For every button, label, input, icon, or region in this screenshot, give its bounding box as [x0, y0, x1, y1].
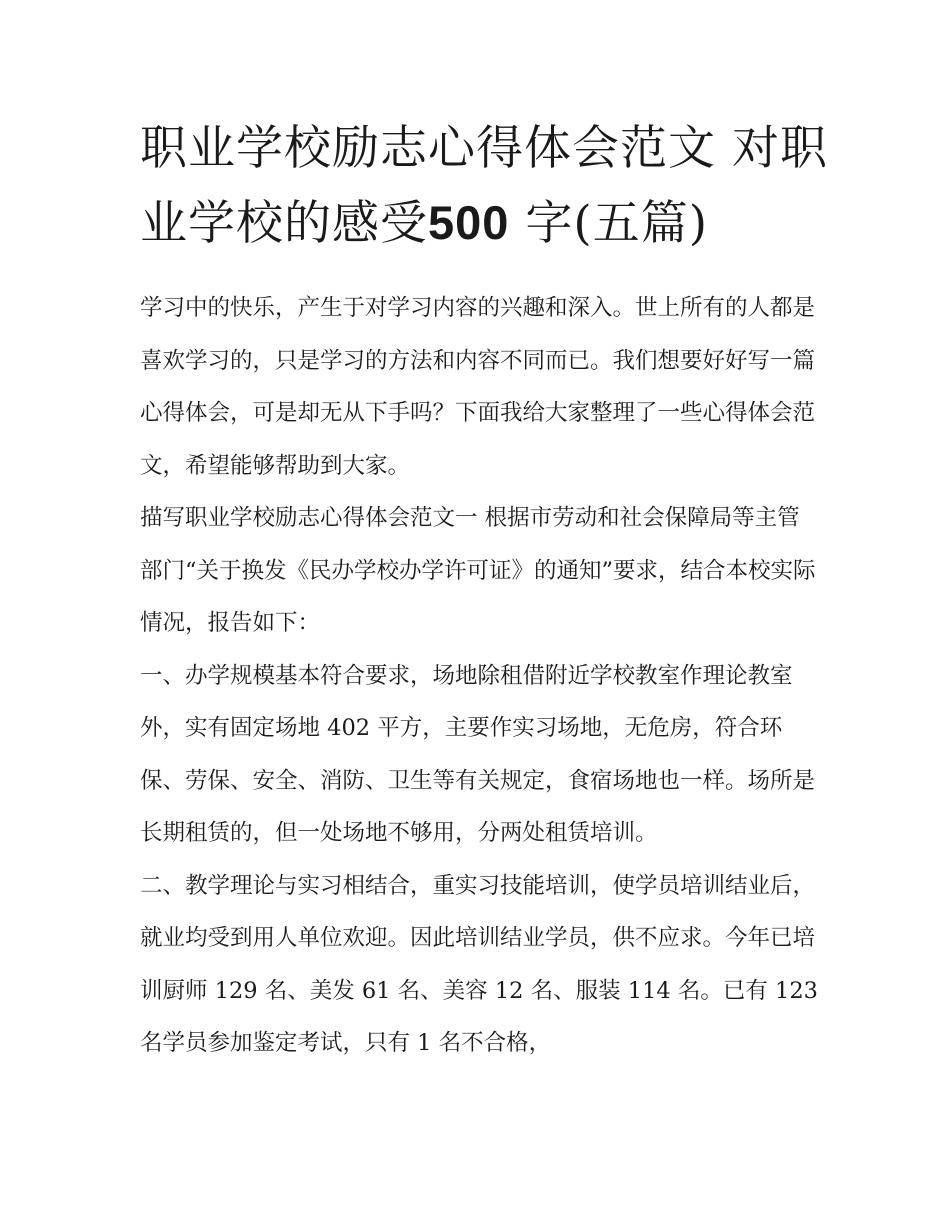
document-body — [140, 282, 820, 1070]
point-two-paragraph: 二、教学理论与实习相结合，重实习技能培训，使学员培训结业后，就业均受到用人单位欢迎。因此培训结业学员，供不应求。今年已培训厨师 129 名、美发 61 名、美容 12 名、服装 114 名。已有 123 名学员参加鉴定考试，只有 1 名不合格， — [140, 872, 818, 1056]
title-number: 500 — [428, 196, 510, 249]
intro-paragraph: 学习中的快乐，产生于对学习内容的兴趣和深入。世上所有的人都是喜欢学习的，只是学习的方法和内容不同而已。我们想要好好写一篇心得体会，可是却无从下手吗？下面我给大家整理了一些心得体会范文，希望能够帮助到大家。 — [140, 295, 816, 479]
title-suffix: 字(五篇) — [509, 196, 709, 251]
document-title — [140, 112, 830, 261]
point-one-paragraph: 一、办学规模基本符合要求，场地除租借附近学校教室作理论教室外，实有固定场地 402 平方，主要作实习场地，无危房，符合环保、劳保、安全、消防、卫生等有关规定，食宿场地也一样。场所是长期租赁的，但一处场地不够用，分两处租赁培训。 — [140, 662, 816, 846]
title-text: 职业学校励志心得体会范文 对职业学校的感受 — [140, 121, 828, 251]
section-heading-paragraph: 描写职业学校励志心得体会范文一 根据市劳动和社会保障局等主管部门“关于换发《民办学校办学许可证》的通知”要求，结合本校实际情况，报告如下： — [140, 505, 816, 636]
